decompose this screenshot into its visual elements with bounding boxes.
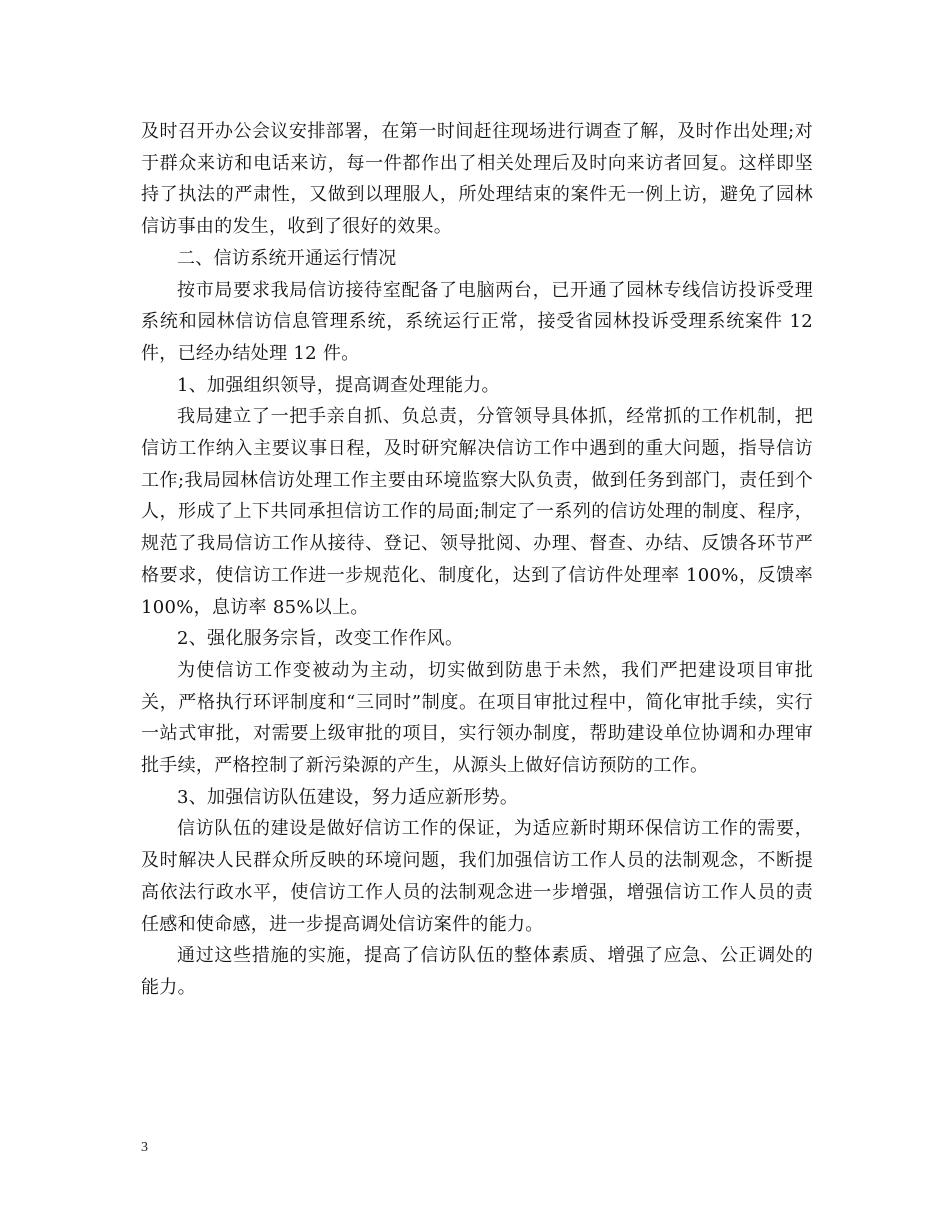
section-heading-2: 二、信访系统开通运行情况: [177, 247, 397, 269]
page-number: 3: [141, 1140, 148, 1155]
subheading-3: 3、加强信访队伍建设，努力适应新形势。: [177, 786, 519, 808]
document-body: [141, 116, 813, 1004]
paragraph-3: 按市局要求我局信访接待室配备了电脑两台，已开通了园林专线信访投诉受理系统和园林信访信息管理系统，系统运行正常，接受省园林投诉受理系统案件 12 件，已经办结处理 12 件。: [141, 279, 813, 364]
paragraph-7: 为使信访工作变被动为主动，切实做到防患于未然，我们严把建设项目审批关，严格执行环评制度和“三同时”制度。在项目审批过程中，简化审批手续，实行一站式审批，对需要上级审批的项目，实行领办制度，帮助建设单位协调和办理审批手续，严格控制了新污染源的产生，从源头上做好信访预防的工作。: [141, 659, 813, 777]
paragraph-5: 我局建立了一把手亲自抓、负总责，分管领导具体抓，经常抓的工作机制，把信访工作纳入主要议事日程，及时研究解决信访工作中遇到的重大问题，指导信访工作;我局园林信访处理工作主要由环境监察大队负责，做到任务到部门，责任到个人，形成了上下共同承担信访工作的局面;制定了一系列的信访处理的制度、程序，规范了我局信访工作从接待、登记、领导批阅、办理、督查、办结、反馈各环节严格要求，使信访工作进一步规范化、制度化，达到了信访件处理率 100%，反馈率 100%，息访率 85%以上。: [141, 406, 813, 618]
paragraph-9: 信访队伍的建设是做好信访工作的保证，为适应新时期环保信访工作的需要，及时解决人民群众所反映的环境问题，我们加强信访工作人员的法制观念，不断提高依法行政水平，使信访工作人员的法制观念进一步增强，增强信访工作人员的责任感和使命感，进一步提高调处信访案件的能力。: [141, 818, 813, 935]
paragraph-10: 通过这些措施的实施，提高了信访队伍的整体素质、增强了应急、公正调处的能力。: [141, 945, 813, 998]
paragraph-1: 及时召开办公会议安排部署，在第一时间赶往现场进行调查了解，及时作出处理;对于群众来访和电话来访，每一件都作出了相关处理后及时向来访者回复。这样即坚持了执法的严肃性，又做到以理服人，所处理结束的案件无一例上访，避免了园林信访事由的发生，收到了很好的效果。: [141, 121, 813, 238]
subheading-2: 2、强化服务宗旨，改变工作作风。: [177, 628, 464, 650]
subheading-1: 1、加强组织领导，提高调查处理能力。: [177, 374, 500, 396]
